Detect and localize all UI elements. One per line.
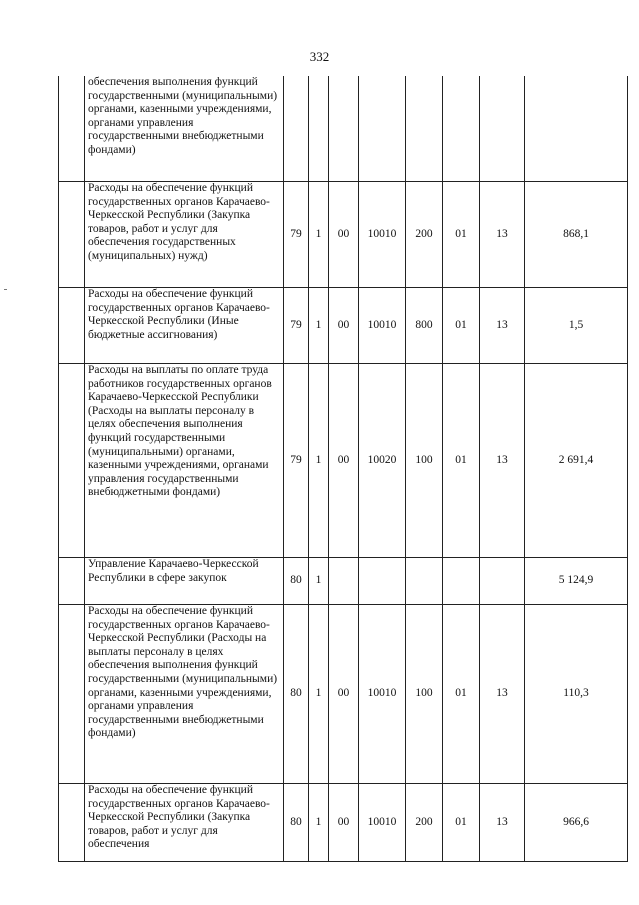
code-cell: 10010 [359, 605, 406, 784]
code-cell: 80 [284, 784, 309, 862]
code-cell [480, 558, 525, 605]
code-cell: 01 [443, 182, 480, 288]
amount-cell: 1,5 [525, 288, 628, 364]
code-cell: 1 [309, 558, 329, 605]
code-cell: 01 [443, 605, 480, 784]
code-cell: 13 [480, 364, 525, 558]
empty-cell [59, 364, 85, 558]
table-row [59, 364, 628, 558]
table-row [59, 288, 628, 364]
expense-name: Расходы на обеспечение функций государственных органов Карачаево-Черкесской Республики (Расходы на выплаты персоналу в целях обеспечения выполнения функций государственными (муниципальными) органами, казенными учреждениями, органами управления государственными внебюджетными фондами) [85, 605, 284, 784]
expense-name: Расходы на обеспечение функций государственных органов Карачаево-Черкесской Республики (Иные бюджетные ассигнования) [85, 288, 284, 364]
table-row [59, 76, 628, 182]
code-cell [309, 76, 329, 182]
code-cell [406, 558, 443, 605]
table-row [59, 605, 628, 784]
code-cell: 1 [309, 605, 329, 784]
code-cell: 00 [329, 364, 359, 558]
code-cell: 10010 [359, 182, 406, 288]
scan-edge-mark [4, 289, 7, 290]
code-cell [284, 76, 309, 182]
code-cell: 13 [480, 605, 525, 784]
amount-cell: 5 124,9 [525, 558, 628, 605]
code-cell [359, 558, 406, 605]
code-cell: 13 [480, 784, 525, 862]
code-cell: 01 [443, 364, 480, 558]
amount-cell: 868,1 [525, 182, 628, 288]
code-cell [329, 76, 359, 182]
table-row [59, 182, 628, 288]
code-cell: 80 [284, 605, 309, 784]
code-cell: 79 [284, 182, 309, 288]
empty-cell [59, 288, 85, 364]
code-cell: 10020 [359, 364, 406, 558]
expense-name: Управление Карачаево-Черкесской Республики в сфере закупок [85, 558, 284, 605]
code-cell: 80 [284, 558, 309, 605]
empty-cell [59, 558, 85, 605]
code-cell: 00 [329, 182, 359, 288]
code-cell [480, 76, 525, 182]
page-number: 332 [309, 49, 330, 64]
code-cell: 01 [443, 784, 480, 862]
expense-name: Расходы на выплаты по оплате труда работников государственных органов Карачаево-Черкесской Республики (Расходы на выплаты персоналу в целях обеспечения выполнения функций государственными (муниципальными) органами, казенными учреждениями, органами управления государственными внебюджетными фондами) [85, 364, 284, 558]
code-cell: 10010 [359, 784, 406, 862]
empty-cell [59, 605, 85, 784]
table-row [59, 784, 628, 862]
code-cell: 79 [284, 364, 309, 558]
code-cell: 1 [309, 784, 329, 862]
amount-cell: 110,3 [525, 605, 628, 784]
code-cell: 00 [329, 784, 359, 862]
amount-cell: 2 691,4 [525, 364, 628, 558]
code-cell: 200 [406, 182, 443, 288]
code-cell: 13 [480, 288, 525, 364]
code-cell: 1 [309, 182, 329, 288]
code-cell [443, 558, 480, 605]
code-cell: 800 [406, 288, 443, 364]
code-cell: 79 [284, 288, 309, 364]
empty-cell [59, 182, 85, 288]
code-cell: 1 [309, 364, 329, 558]
amount-cell: 966,6 [525, 784, 628, 862]
code-cell [329, 558, 359, 605]
code-cell: 100 [406, 605, 443, 784]
code-cell: 10010 [359, 288, 406, 364]
amount-cell [525, 76, 628, 182]
table-row [59, 558, 628, 605]
expense-name: обеспечения выполнения функций государственными (муниципальными) органами, казенными учреждениями, органами управления государственными внебюджетными фондами) [85, 76, 284, 182]
code-cell [406, 76, 443, 182]
empty-cell [59, 76, 85, 182]
code-cell [359, 76, 406, 182]
code-cell: 200 [406, 784, 443, 862]
code-cell: 13 [480, 182, 525, 288]
code-cell: 01 [443, 288, 480, 364]
budget-table [58, 76, 628, 862]
expense-name: Расходы на обеспечение функций государственных органов Карачаево-Черкесской Республики (Закупка товаров, работ и услуг для обеспечения государственных (муниципальных) нужд) [85, 182, 284, 288]
code-cell: 00 [329, 288, 359, 364]
code-cell: 100 [406, 364, 443, 558]
expense-name: Расходы на обеспечение функций государственных органов Карачаево-Черкесской Республики (Закупка товаров, работ и услуг для обеспечения [85, 784, 284, 862]
code-cell: 1 [309, 288, 329, 364]
empty-cell [59, 784, 85, 862]
code-cell: 00 [329, 605, 359, 784]
code-cell [443, 76, 480, 182]
